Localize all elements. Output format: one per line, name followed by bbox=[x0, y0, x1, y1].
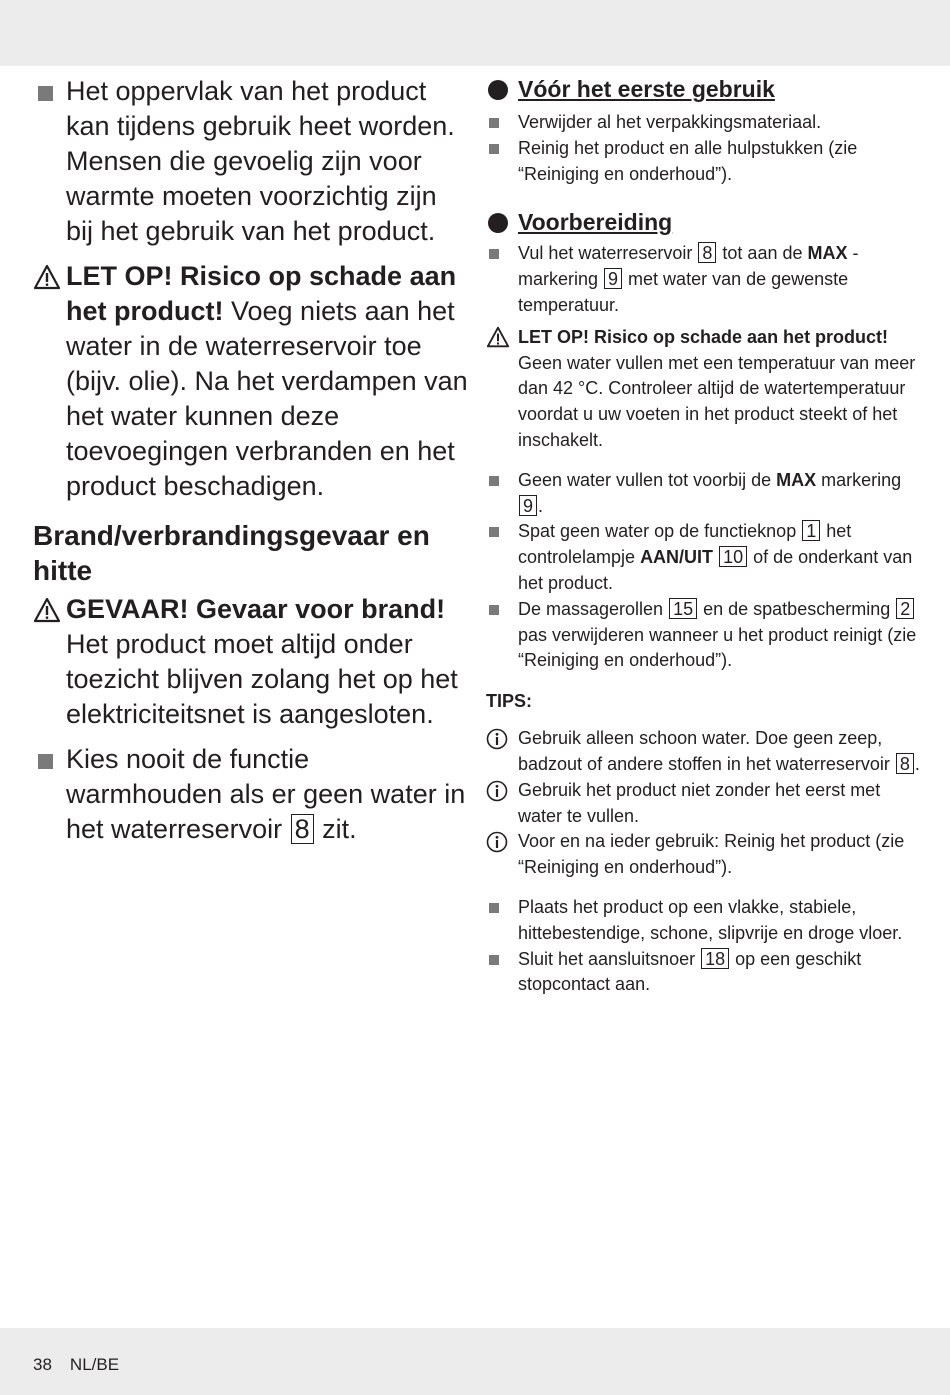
section-heading-fire: Brand/verbrandingsgevaar en hitte bbox=[33, 520, 430, 586]
list-item: Vul het waterreservoir 8 tot aan de MAX -markering 9 met water van de gewenste temperatuur. bbox=[486, 241, 926, 318]
list-item: Sluit het aansluitsnoer 18 op een geschikt stopcontact aan. bbox=[486, 947, 926, 999]
top-band bbox=[0, 0, 950, 66]
info-icon bbox=[486, 780, 508, 802]
warning-product-damage: LET OP! Risico op schade aan het product! Voeg niets aan het water in de waterreservoir toe (bijv. olie). Na het verdampen van het water kunnen deze toevoegingen verbranden en het product beschadigen. bbox=[33, 259, 468, 504]
ref-box: 2 bbox=[896, 598, 914, 619]
bullet-keep-warm: Kies nooit de functie warmhouden als er geen water in het waterreservoir 8 zit. bbox=[33, 742, 468, 847]
tip-item: Gebruik het product niet zonder het eerst met water te vullen. bbox=[486, 778, 926, 830]
square-bullet-icon bbox=[489, 144, 499, 154]
warning-triangle-icon bbox=[33, 260, 61, 290]
info-icon bbox=[486, 728, 508, 750]
page-number: 38 bbox=[33, 1355, 52, 1374]
list-item: Reinig het product en alle hulpstukken (zie “Reiniging en onderhoud”). bbox=[486, 136, 926, 188]
ref-box: 18 bbox=[701, 948, 729, 969]
info-icon bbox=[486, 831, 508, 853]
page-footer bbox=[33, 1355, 119, 1375]
warning-triangle-icon bbox=[33, 593, 61, 623]
square-bullet-icon bbox=[489, 527, 499, 537]
ref-box: 1 bbox=[802, 520, 820, 541]
square-bullet-icon bbox=[38, 754, 53, 769]
list-item: Spat geen water op de functieknop 1 het controlelampje AAN/UIT 10 of de onderkant van het product. bbox=[486, 519, 926, 596]
heading-first-use: Vóór het eerste gebruik bbox=[486, 74, 926, 104]
square-bullet-icon bbox=[489, 476, 499, 486]
ref-box: 8 bbox=[896, 753, 914, 774]
tip-item: Voor en na ieder gebruik: Reinig het product (zie “Reiniging en onderhoud”). bbox=[486, 829, 926, 881]
square-bullet-icon bbox=[489, 118, 499, 128]
warning-water-temperature: LET OP! Risico op schade aan het product! Geen water vullen met een temperatuur van meer dan 42 °C. Controleer altijd de watertemperatuur voordat u uw voeten in het product steekt of het inschakelt. bbox=[486, 325, 926, 454]
ref-box: 15 bbox=[669, 598, 697, 619]
ref-box: 9 bbox=[519, 495, 537, 516]
ref-box: 10 bbox=[719, 546, 747, 567]
ref-box: 8 bbox=[291, 814, 314, 844]
left-column bbox=[33, 74, 468, 847]
tip-item: Gebruik alleen schoon water. Doe geen zeep, badzout of andere stoffen in het waterreservoir 8 . bbox=[486, 726, 926, 778]
list-item: De massagerollen 15 en de spatbescherming 2 pas verwijderen wanneer u het product reinigt (zie “Reiniging en onderhoud”). bbox=[486, 597, 926, 674]
square-bullet-icon bbox=[38, 86, 53, 101]
warning-triangle-icon bbox=[486, 326, 510, 348]
ref-box: 9 bbox=[604, 268, 622, 289]
right-column bbox=[486, 74, 926, 998]
circle-bullet-icon bbox=[488, 80, 508, 100]
tips-label: TIPS: bbox=[486, 691, 533, 712]
heading-preparation: Voorbereiding bbox=[486, 207, 926, 237]
bottom-band bbox=[0, 1328, 950, 1395]
square-bullet-icon bbox=[489, 249, 499, 259]
warning-fire-hazard: GEVAAR! Gevaar voor brand! Het product moet altijd onder toezicht blijven zolang het op het elektriciteitsnet is aangesloten. bbox=[33, 592, 468, 732]
square-bullet-icon bbox=[489, 605, 499, 615]
language-code: NL/BE bbox=[69, 1355, 120, 1374]
list-item: Plaats het product op een vlakke, stabiele, hittebestendige, schone, slipvrije en droge vloer. bbox=[486, 895, 926, 947]
square-bullet-icon bbox=[489, 903, 499, 913]
list-item: Geen water vullen tot voorbij de MAX markering 9 . bbox=[486, 468, 926, 520]
bullet-surface-hot: Het oppervlak van het product kan tijdens gebruik heet worden. Mensen die gevoelig zijn voor warmte moeten voorzichtig zijn bij het gebruik van het product. bbox=[33, 74, 468, 249]
square-bullet-icon bbox=[489, 955, 499, 965]
ref-box: 8 bbox=[698, 242, 716, 263]
circle-bullet-icon bbox=[488, 213, 508, 233]
list-item: Verwijder al het verpakkingsmateriaal. bbox=[486, 110, 926, 136]
